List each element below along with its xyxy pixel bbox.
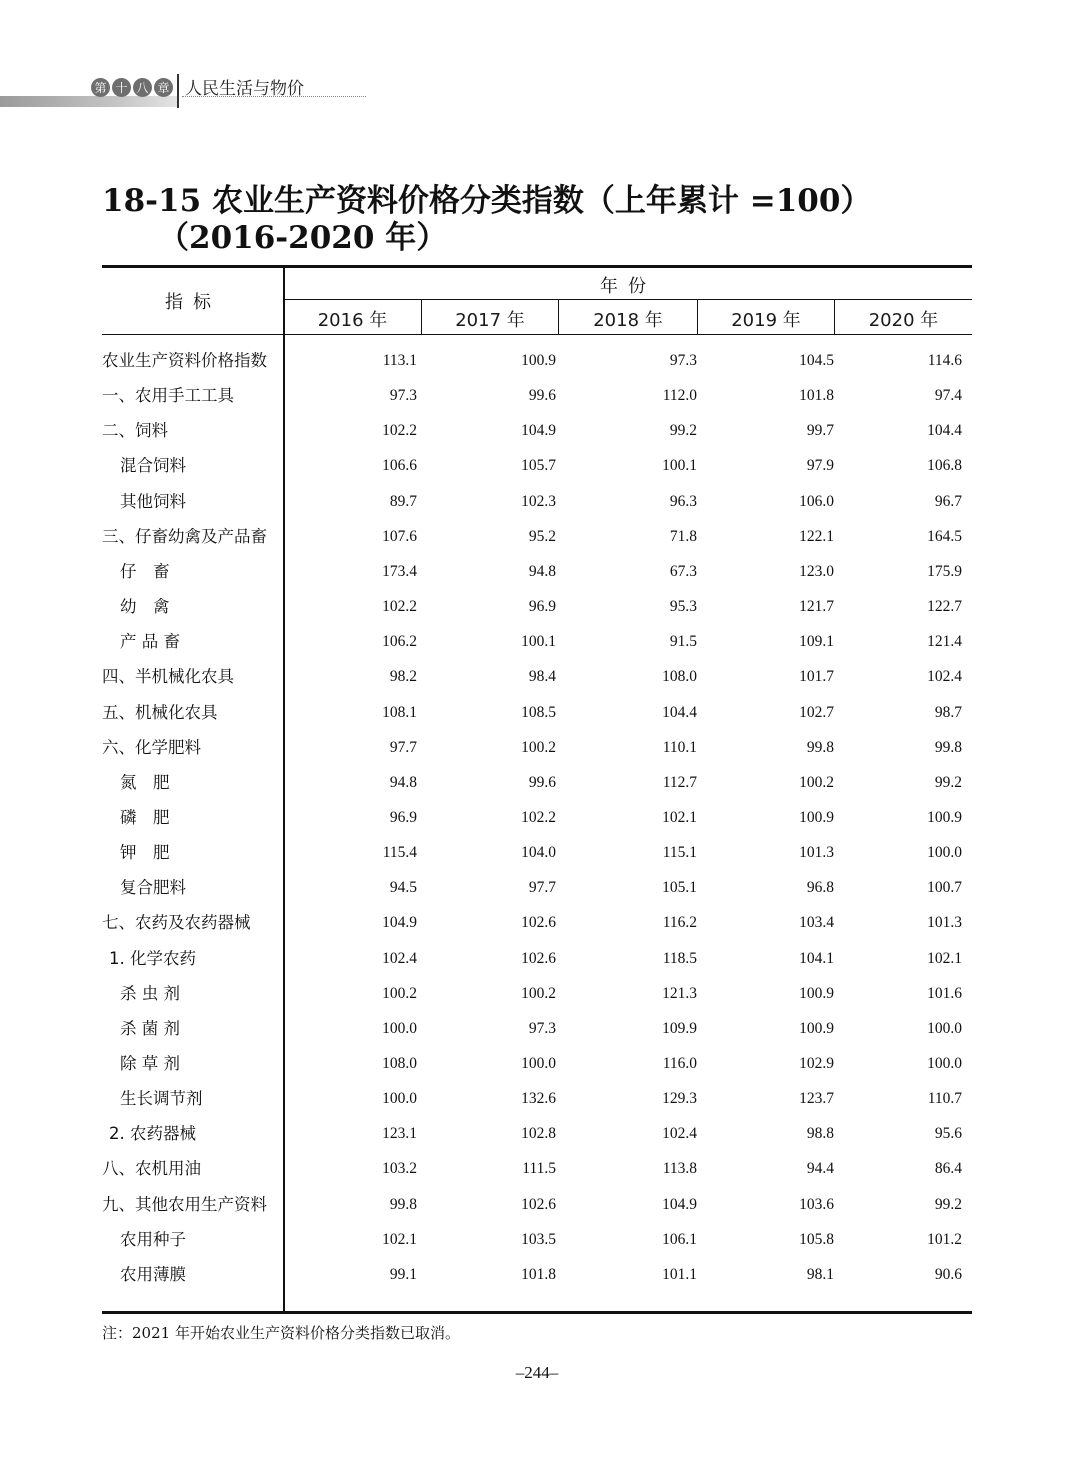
table-cell: 104.1: [799, 949, 834, 967]
table-cell: 132.6: [521, 1090, 556, 1108]
table-cell: 100.7: [927, 879, 962, 897]
table-top-rule: [102, 265, 972, 268]
table-cell: 175.9: [927, 562, 962, 580]
table-cell: 104.5: [799, 352, 834, 369]
table-cell: 86.4: [934, 1160, 962, 1178]
table-cell: 102.2: [521, 808, 556, 826]
table-cell: 97.3: [389, 387, 417, 405]
table-cell: 121.7: [799, 598, 834, 616]
chapter-label: [91, 73, 177, 101]
chapter-title: 人民生活与物价: [185, 79, 304, 99]
chapter-char: 十: [112, 78, 131, 97]
table-cell: 96.7: [934, 492, 962, 510]
row-label: 杀 菌 剂: [120, 1018, 180, 1038]
table-cell: 94.4: [806, 1160, 834, 1178]
table-row: [0, 835, 1074, 870]
table-cell: 106.0: [799, 492, 834, 510]
table-cell: 101.2: [927, 1230, 962, 1248]
table-cell: 102.4: [927, 668, 962, 686]
table-cell: 100.0: [927, 844, 962, 862]
table-cell: 101.6: [927, 984, 962, 1002]
table-note: 注：2021 年开始农业生产资料价格分类指数已取消。: [102, 1324, 460, 1342]
table-cell: 100.2: [799, 773, 834, 791]
table-cell: 108.0: [662, 668, 697, 686]
table-cell: 100.9: [799, 984, 834, 1002]
table-cell: 115.1: [662, 844, 697, 862]
table-cell: 94.8: [389, 773, 417, 791]
table-cell: 99.2: [934, 773, 962, 791]
table-cell: 99.8: [806, 738, 834, 756]
table-cell: 112.7: [662, 773, 697, 791]
table-cell: 102.6: [521, 1195, 556, 1213]
table-cell: 164.5: [927, 527, 962, 545]
table-cell: 99.6: [528, 387, 556, 405]
table-cell: 121.4: [927, 633, 962, 651]
table-cell: 98.1: [806, 1265, 834, 1283]
table-cell: 97.7: [389, 738, 417, 756]
table-cell: 100.2: [382, 984, 417, 1002]
table-cell: 101.8: [521, 1265, 556, 1283]
table-cell: 105.7: [521, 457, 556, 475]
table-cell: 98.7: [934, 703, 962, 721]
table-cell: 111.5: [522, 1160, 556, 1178]
table-cell: 104.4: [662, 703, 697, 721]
row-label: 磷 肥: [120, 807, 170, 827]
table-cell: 91.5: [669, 633, 697, 651]
table-row: [0, 343, 1074, 378]
table-cell: 110.7: [927, 1090, 962, 1108]
table-row: [0, 624, 1074, 659]
year-column-header: 2016 年: [317, 310, 388, 331]
row-label: 三、仔畜幼禽及产品畜: [102, 526, 267, 546]
table-cell: 121.3: [662, 984, 697, 1002]
table-cell: 94.8: [528, 562, 556, 580]
table-cell: 104.0: [521, 844, 556, 862]
table-cell: 104.9: [382, 914, 417, 932]
table-cell: 100.9: [799, 1019, 834, 1037]
page-title: 18-15 农业生产资料价格分类指数（上年累计 =100）: [102, 183, 872, 219]
table-cell: 96.9: [528, 598, 556, 616]
table-row: [0, 870, 1074, 905]
table-cell: 113.8: [662, 1160, 697, 1178]
year-column-header: 2019 年: [731, 310, 801, 331]
table-cell: 100.1: [521, 633, 556, 651]
table-cell: 100.9: [927, 808, 962, 826]
table-cell: 114.6: [927, 352, 962, 369]
table-row: [0, 695, 1074, 730]
table-row: [0, 378, 1074, 413]
table-cell: 102.7: [799, 703, 834, 721]
table-row: [0, 765, 1074, 800]
table-cell: 103.2: [382, 1160, 417, 1178]
year-column-header: 2017 年: [455, 310, 525, 331]
table-cell: 97.9: [806, 457, 834, 475]
page-number: –244–: [515, 1363, 559, 1382]
chapter-divider: [177, 74, 179, 108]
row-label: 杀 虫 剂: [120, 983, 180, 1003]
table-cell: 100.1: [662, 457, 697, 475]
indicator-header: 指标: [165, 292, 221, 313]
table-cell: 122.1: [799, 527, 834, 545]
table-cell: 102.9: [799, 1055, 834, 1072]
table-row: [0, 519, 1074, 554]
table-cell: 109.9: [662, 1019, 697, 1037]
table-cell: 99.7: [806, 422, 834, 440]
table-cell: 102.8: [521, 1125, 556, 1143]
table-cell: 102.1: [927, 949, 962, 967]
table-row: [0, 1011, 1074, 1046]
table-cell: 104.9: [521, 422, 556, 440]
table-cell: 94.5: [389, 879, 417, 897]
table-row: [0, 1116, 1074, 1151]
table-cell: 90.6: [934, 1265, 962, 1283]
table-cell: 101.8: [799, 387, 834, 405]
row-label: 复合肥料: [120, 878, 186, 898]
table-cell: 129.3: [662, 1090, 697, 1108]
table-cell: 123.0: [799, 562, 834, 580]
header-dotted-rule: [182, 96, 366, 97]
row-label: 六、化学肥料: [102, 737, 201, 757]
table-cell: 96.3: [669, 492, 697, 510]
table-cell: 102.2: [382, 422, 417, 440]
table-row: [0, 448, 1074, 483]
table-row: [0, 941, 1074, 976]
table-cell: 100.0: [382, 1090, 417, 1108]
table-cell: 103.5: [521, 1230, 556, 1248]
row-label: 一、农用手工工具: [102, 386, 234, 406]
table-cell: 97.3: [669, 352, 697, 369]
row-label: 农业生产资料价格指数: [102, 351, 267, 370]
table-cell: 96.8: [806, 879, 834, 897]
table-cell: 102.1: [662, 808, 697, 826]
table-cell: 100.2: [521, 738, 556, 756]
row-label: 其他饲料: [120, 491, 186, 511]
table-cell: 106.6: [382, 457, 417, 475]
table-cell: 113.1: [382, 352, 417, 369]
table-cell: 104.4: [927, 422, 962, 440]
table-row: [0, 1046, 1074, 1081]
table-cell: 99.8: [389, 1195, 417, 1213]
table-row: [0, 589, 1074, 624]
table-cell: 98.2: [389, 668, 417, 686]
table-cell: 118.5: [662, 949, 697, 967]
chapter-char: 章: [154, 78, 173, 97]
table-cell: 112.0: [662, 387, 697, 405]
table-cell: 99.2: [669, 422, 697, 440]
table-cell: 105.8: [799, 1230, 834, 1248]
table-cell: 101.3: [927, 914, 962, 932]
row-label: 二、饲料: [102, 421, 168, 441]
table-row: [0, 659, 1074, 694]
table-cell: 116.2: [662, 914, 697, 932]
year-header-rule: [284, 299, 972, 300]
table-cell: 115.4: [382, 844, 417, 862]
table-cell: 108.1: [382, 703, 417, 721]
chapter-char: 第: [91, 78, 110, 97]
chapter-char: 八: [133, 78, 152, 97]
table-cell: 103.6: [799, 1195, 834, 1213]
table-cell: 100.9: [521, 352, 556, 369]
table-cell: 98.4: [528, 668, 556, 686]
row-label: 八、农机用油: [102, 1159, 201, 1179]
table-cell: 106.2: [382, 633, 417, 651]
table-cell: 100.0: [521, 1055, 556, 1072]
row-label: 农用薄膜: [120, 1264, 186, 1284]
table-cell: 71.8: [669, 527, 697, 545]
table-cell: 104.9: [662, 1195, 697, 1213]
row-label: 混合饲料: [120, 456, 186, 476]
table-cell: 108.5: [521, 703, 556, 721]
table-cell: 95.2: [528, 527, 556, 545]
table-cell: 89.7: [389, 492, 417, 510]
table-cell: 102.4: [662, 1125, 697, 1143]
row-label: 七、农药及农药器械: [102, 913, 251, 933]
row-label: 生长调节剂: [120, 1089, 203, 1109]
table-row: [0, 730, 1074, 765]
table-cell: 123.7: [799, 1090, 834, 1108]
table-row: [0, 554, 1074, 589]
table-row: [0, 1257, 1074, 1292]
table-cell: 102.6: [521, 949, 556, 967]
table-cell: 122.7: [927, 598, 962, 616]
table-cell: 67.3: [669, 562, 697, 580]
table-cell: 99.8: [934, 738, 962, 756]
table-cell: 123.1: [382, 1125, 417, 1143]
table-cell: 99.6: [528, 773, 556, 791]
row-label: 农用种子: [120, 1229, 186, 1249]
page-subtitle: （2016-2020 年）: [158, 220, 448, 256]
table-cell: 102.3: [521, 492, 556, 510]
row-label: 氮 肥: [120, 772, 170, 792]
table-cell: 98.8: [806, 1125, 834, 1143]
table-cell: 95.6: [934, 1125, 962, 1143]
year-column-header: 2020 年: [868, 310, 939, 331]
table-cell: 102.2: [382, 598, 417, 616]
year-column-header: 2018 年: [593, 310, 663, 331]
table-cell: 106.1: [662, 1230, 697, 1248]
row-label: 仔 畜: [120, 561, 170, 581]
table-cell: 100.0: [382, 1019, 417, 1037]
table-cell: 97.4: [934, 387, 962, 405]
table-row: [0, 1222, 1074, 1257]
row-label: 四、半机械化农具: [102, 667, 234, 687]
table-cell: 101.3: [799, 844, 834, 862]
table-row: [0, 1187, 1074, 1222]
table-cell: 101.1: [662, 1265, 697, 1283]
table-cell: 100.0: [927, 1055, 962, 1072]
table-cell: 102.6: [521, 914, 556, 932]
row-label: 1. 化学农药: [109, 948, 196, 968]
table-row: [0, 1151, 1074, 1186]
table-cell: 107.6: [382, 527, 417, 545]
table-cell: 102.1: [382, 1230, 417, 1248]
table-cell: 116.0: [662, 1055, 697, 1072]
table-cell: 105.1: [662, 879, 697, 897]
row-label: 幼 禽: [120, 597, 170, 617]
year-header: 年份: [600, 276, 656, 297]
row-label: 钾 肥: [120, 843, 170, 863]
table-row: [0, 976, 1074, 1011]
table-cell: 100.0: [927, 1019, 962, 1037]
table-cell: 173.4: [382, 562, 417, 580]
table-cell: 97.3: [528, 1019, 556, 1037]
row-label: 九、其他农用生产资料: [102, 1194, 267, 1214]
row-label: 五、机械化农具: [102, 702, 218, 722]
table-cell: 103.4: [799, 914, 834, 932]
table-cell: 108.0: [382, 1055, 417, 1072]
row-label: 除 草 剂: [120, 1054, 180, 1073]
table-cell: 109.1: [799, 633, 834, 651]
table-cell: 96.9: [389, 808, 417, 826]
table-cell: 110.1: [662, 738, 697, 756]
table-cell: 99.1: [389, 1265, 417, 1283]
table-cell: 95.3: [669, 598, 697, 616]
table-row: [0, 484, 1074, 519]
table-row: [0, 1081, 1074, 1116]
table-cell: 100.2: [521, 984, 556, 1002]
table-cell: 102.4: [382, 949, 417, 967]
table-cell: 106.8: [927, 457, 962, 475]
table-cell: 99.2: [934, 1195, 962, 1213]
row-label: 产 品 畜: [120, 632, 180, 652]
table-cell: 101.7: [799, 668, 834, 686]
table-row: [0, 905, 1074, 940]
table-row: [0, 413, 1074, 448]
row-label: 2. 农药器械: [109, 1124, 196, 1144]
table-bottom-rule: [102, 1311, 972, 1314]
table-cell: 97.7: [528, 879, 556, 897]
table-cell: 100.9: [799, 808, 834, 826]
table-row: [0, 800, 1074, 835]
